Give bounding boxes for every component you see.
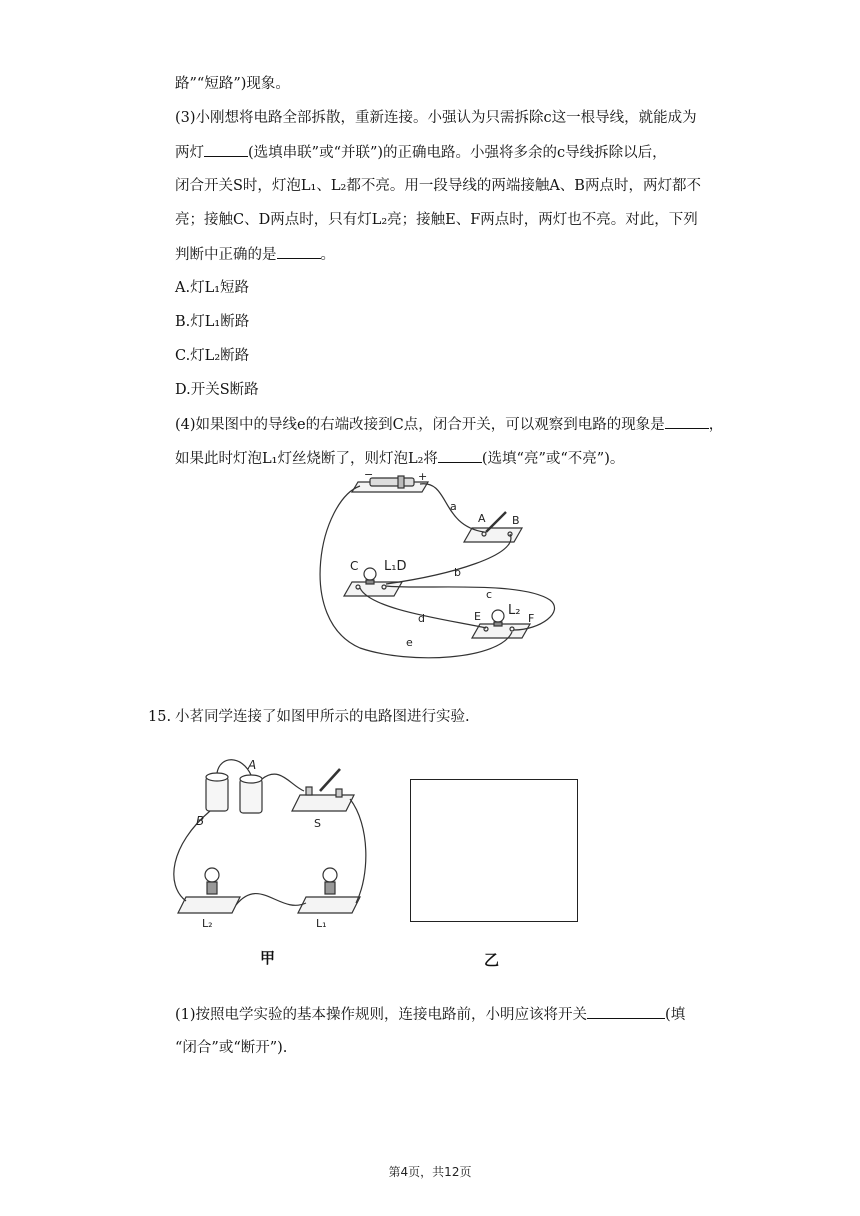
label-point-b: B — [196, 814, 205, 828]
label-point-a: A — [248, 758, 257, 772]
q14-part4-line1-b: ， — [708, 417, 724, 433]
q14-part3-line2-a: 两灯 — [175, 145, 204, 161]
label-battery-minus: − — [364, 470, 374, 481]
q14-part3-line5-a: 判断中正确的是 — [175, 247, 277, 263]
label-point-b: B — [512, 514, 520, 527]
label-l1-d: L₁D — [384, 559, 407, 574]
page-footer: 第4页，共12页 — [388, 1165, 472, 1179]
q14-part3-line2 — [175, 142, 667, 163]
option-a: A.灯L₁短路 — [175, 280, 250, 296]
question-15-stem: 小茗同学连接了如图甲所示的电路图进行实验. — [175, 709, 470, 725]
q14-part4-line1 — [175, 414, 723, 435]
label-l2: L₂ — [508, 603, 521, 618]
q14-circuit-diagram — [300, 470, 570, 660]
label-point-f: F — [528, 612, 535, 625]
label-wire-a: a — [450, 500, 457, 513]
label-lamp-l2: L₂ — [202, 917, 213, 930]
q14-part3-line1: (3)小刚想将电路全部拆散，重新连接。小强认为只需拆除c这一根导线，就能成为 — [175, 110, 697, 126]
answer-blank[interactable] — [438, 448, 482, 463]
q14-part3-line2-b: (选填串联”或“并联”)的正确电路。小强将多余的c导线拆除以后， — [248, 145, 667, 161]
answer-blank[interactable] — [665, 414, 709, 429]
option-c: C.灯L₂断路 — [175, 348, 250, 364]
q15-part1-line1 — [175, 1004, 685, 1025]
label-wire-d: d — [418, 612, 425, 625]
caption-jia: 甲 — [260, 949, 276, 967]
label-point-a: A — [478, 512, 486, 525]
answer-blank[interactable] — [204, 142, 248, 157]
q14-part4-line2-b: (选填“亮”或“不亮”)。 — [481, 451, 625, 467]
q14-tail-text: 路”“短路”)现象。 — [175, 76, 290, 92]
label-switch-s: S — [314, 817, 321, 830]
answer-blank[interactable] — [277, 244, 321, 259]
q15-circuit-figure-jia — [170, 755, 370, 930]
q15-figure-yi-box — [410, 779, 578, 922]
q14-part3-line5-b: 。 — [320, 247, 335, 263]
answer-blank[interactable] — [587, 1004, 665, 1019]
q15-part1-line1-b: (填 — [665, 1007, 686, 1023]
q14-part3-line5 — [175, 244, 335, 265]
label-wire-c: c — [486, 588, 493, 601]
label-lamp-l1: L₁ — [316, 917, 327, 930]
label-point-c: C — [350, 559, 359, 573]
label-battery-plus: + — [418, 470, 428, 483]
label-wire-e: e — [406, 636, 413, 649]
question-15-number: 15. — [148, 709, 172, 725]
label-wire-b: b — [454, 566, 461, 579]
q14-part3-line4: 亮；接触C、D两点时，只有灯L₂亮；接触E、F两点时，两灯也不亮。对此，下列 — [175, 212, 698, 228]
caption-yi: 乙 — [484, 951, 500, 969]
q15-part1-line1-a: (1)按照电学实验的基本操作规则，连接电路前，小明应该将开关 — [175, 1007, 588, 1023]
q14-part4-line1-a: (4)如果图中的导线e的右端改接到C点，闭合开关，可以观察到电路的现象是 — [175, 417, 665, 433]
q14-part4-line2 — [175, 448, 624, 469]
q14-part3-line3: 闭合开关S时，灯泡L₁、L₂都不亮。用一段导线的两端接触A、B两点时，两灯都不 — [175, 178, 701, 194]
option-d: D.开关S断路 — [175, 382, 259, 398]
q14-part4-line2-a: 如果此时灯泡L₁灯丝烧断了，则灯泡L₂将 — [175, 451, 438, 467]
q15-part1-line2: “闭合”或“断开”). — [175, 1040, 288, 1056]
label-point-e: E — [474, 610, 481, 623]
option-b: B.灯L₁断路 — [175, 314, 250, 330]
